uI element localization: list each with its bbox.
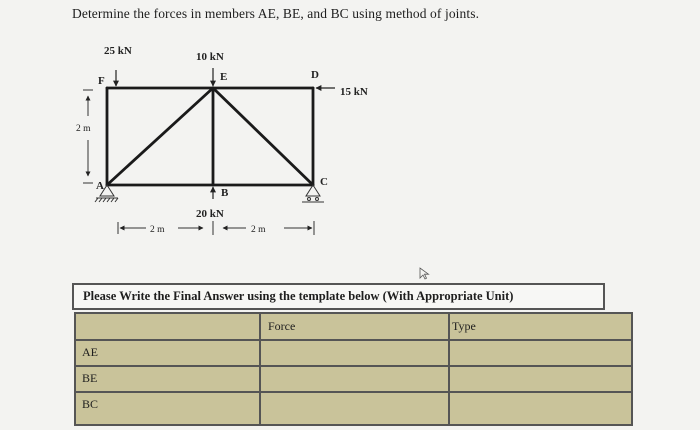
instruction-text: Please Write the Final Answer using the template below (With Appropriate Unit) (83, 289, 514, 303)
member-label-BC: BC (82, 397, 99, 411)
type-cell-BE[interactable] (450, 367, 631, 391)
node-label-E: E (220, 71, 228, 83)
force-cell-BE[interactable] (261, 367, 447, 391)
member-EC (213, 88, 313, 185)
table-row (76, 391, 631, 424)
span-dimensions (118, 221, 314, 235)
load-label-D: 15 kN (340, 86, 368, 98)
type-cell-AE[interactable] (450, 341, 631, 365)
node-label-B: B (221, 187, 229, 199)
truss-members (107, 88, 313, 185)
force-cell-BC[interactable] (261, 393, 447, 424)
cursor-icon (420, 268, 429, 279)
member-AE (107, 88, 213, 185)
table-row (76, 365, 631, 391)
force-cell-AE[interactable] (261, 341, 447, 365)
node-label-F: F (98, 75, 105, 87)
load-label-F: 25 kN (104, 45, 132, 57)
node-label-A: A (96, 180, 104, 192)
table-row (76, 339, 631, 365)
height-label: 2 m (76, 124, 91, 134)
load-label-B: 20 kN (196, 208, 224, 220)
member-label-BE: BE (82, 371, 98, 385)
question-text: Determine the forces in members AE, BE, and BC using method of joints. (72, 6, 480, 21)
span-right-label: 2 m (251, 225, 266, 235)
type-cell-BC[interactable] (450, 393, 631, 424)
height-dimension (83, 90, 93, 183)
load-label-E: 10 kN (196, 51, 224, 63)
instruction-box (72, 283, 605, 310)
span-left-label: 2 m (150, 225, 165, 235)
type-header: Type (452, 319, 476, 333)
member-label-AE: AE (82, 345, 98, 359)
node-label-D: D (311, 69, 319, 81)
force-header: Force (268, 319, 296, 333)
answer-table (74, 312, 633, 426)
node-label-C: C (320, 176, 328, 188)
